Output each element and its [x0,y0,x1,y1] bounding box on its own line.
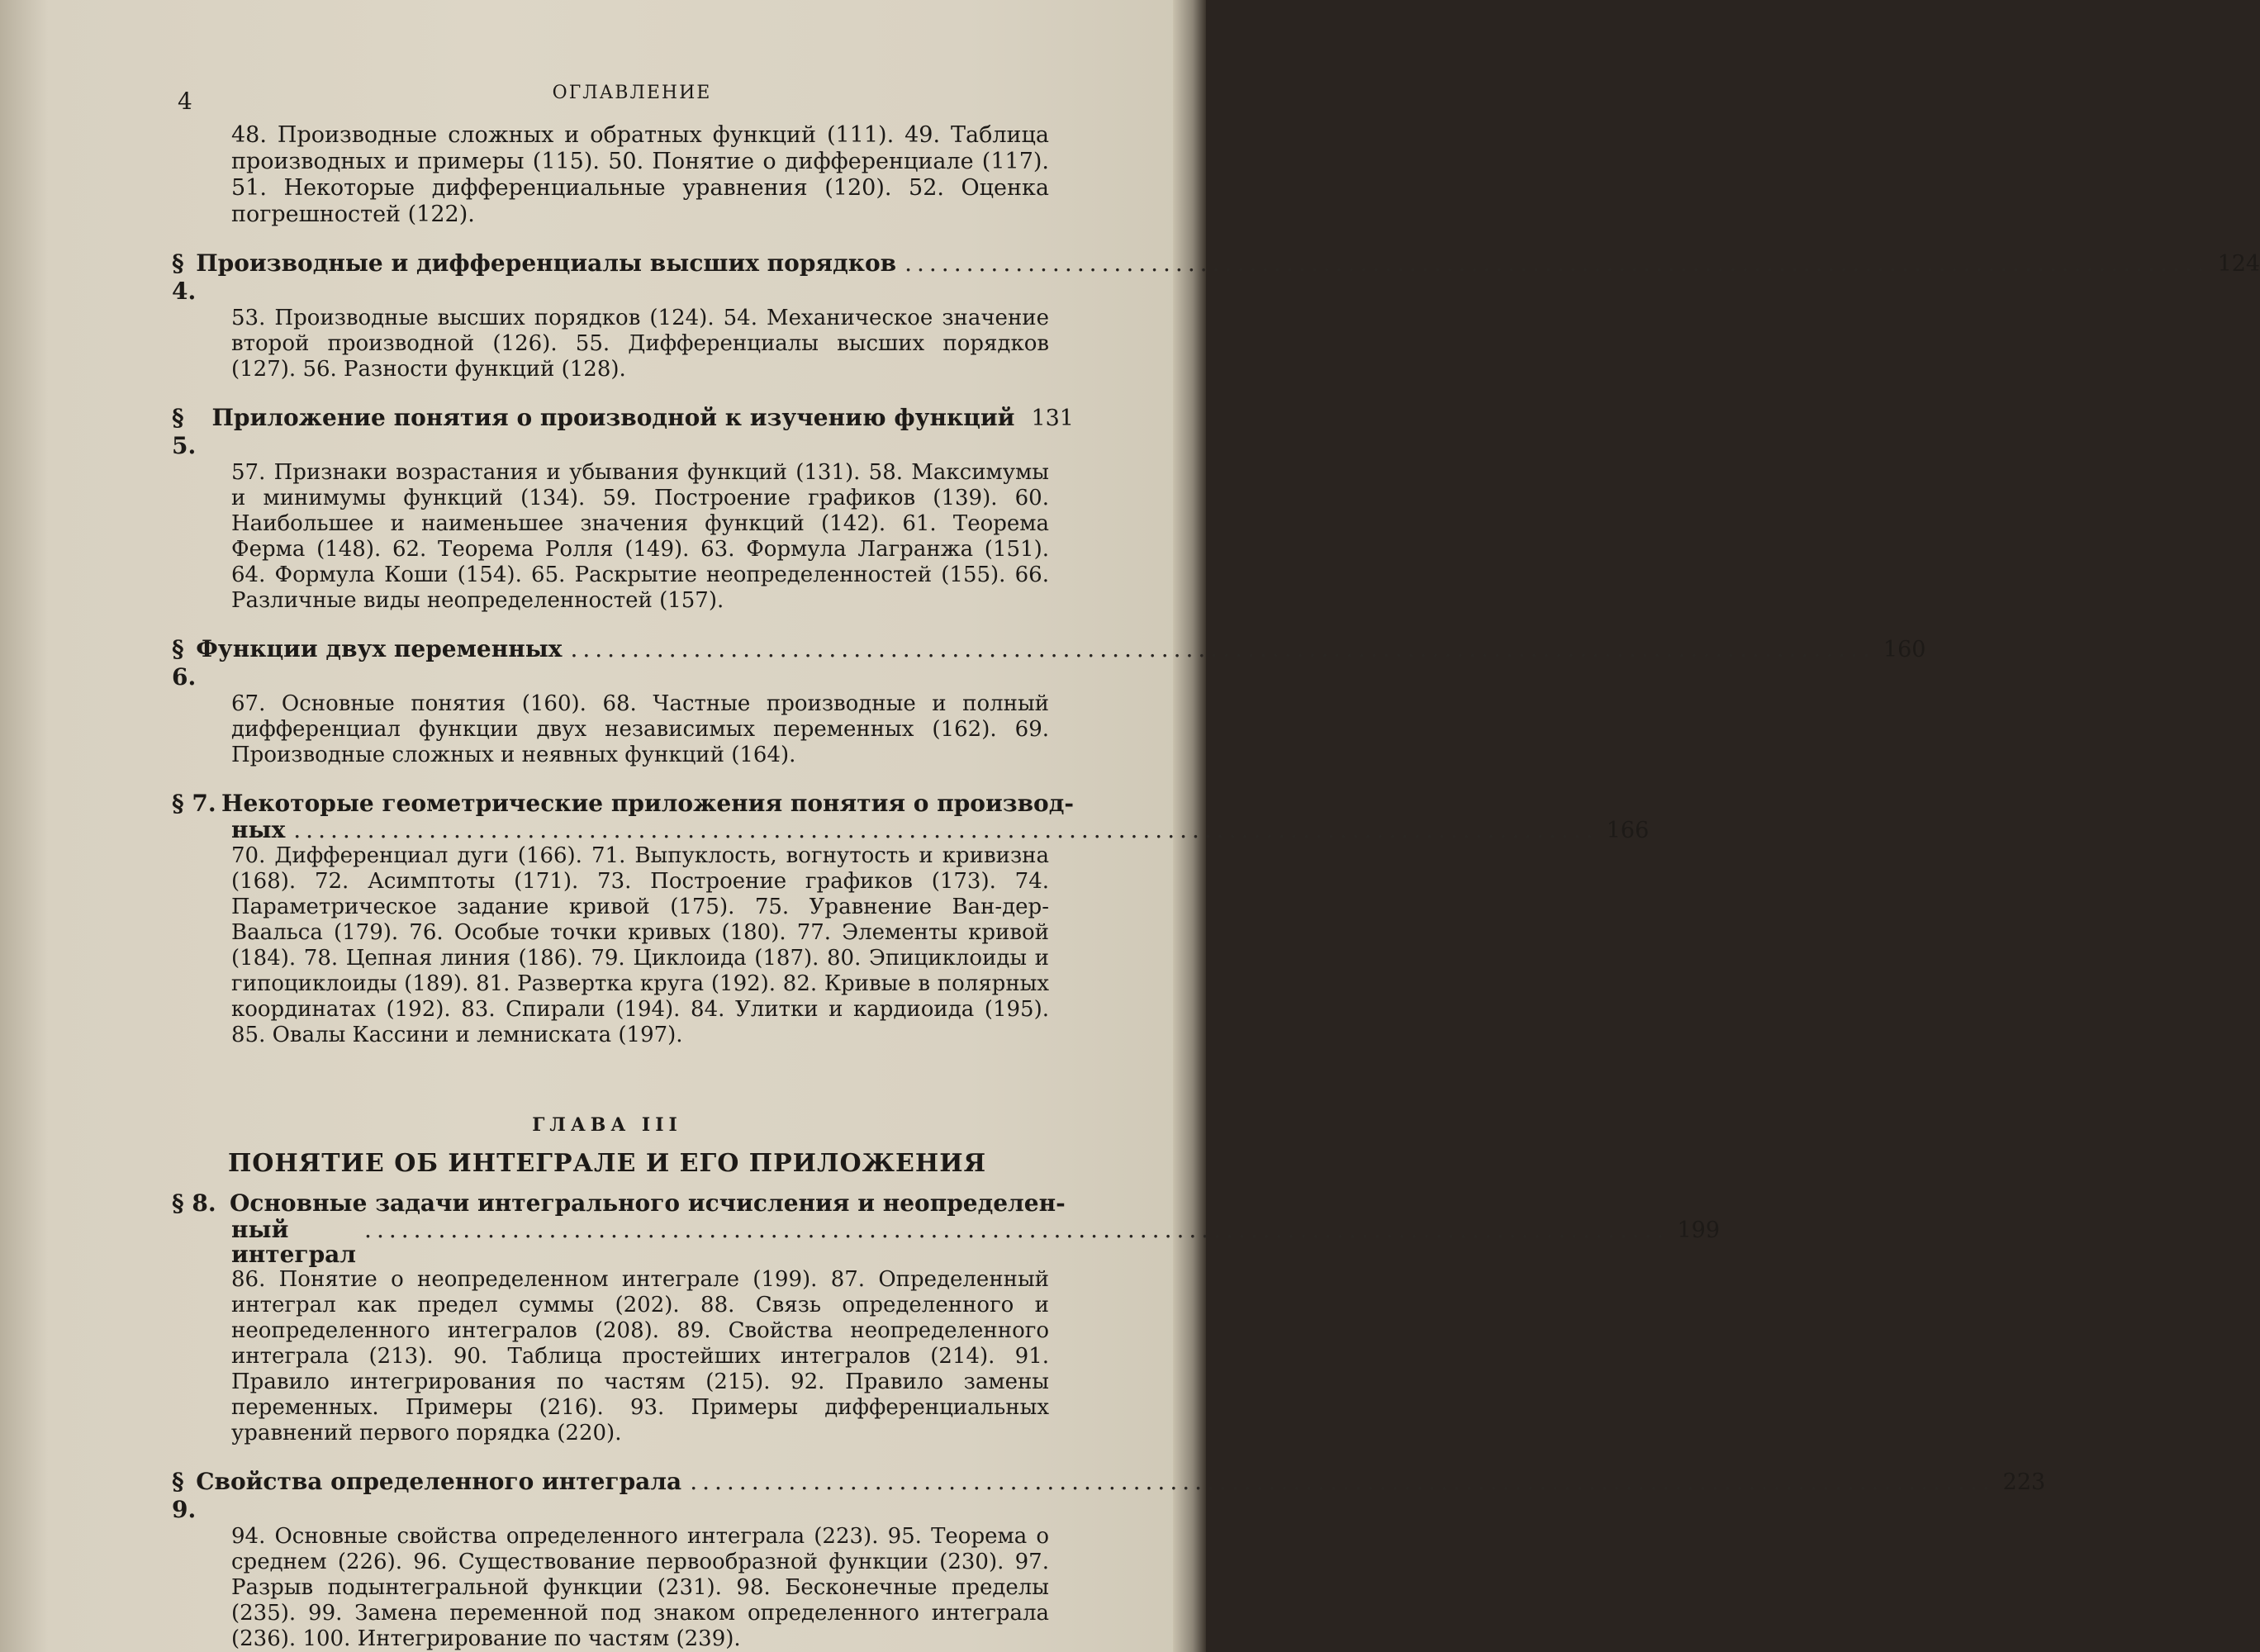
toc-entry-body: 48. Производные сложных и обратных функций (111). 49. Таблица производных и примеры (115). 50. Понятие о дифференциале (117). 51. Некоторые дифференциальные уравнения (120). 52. Оценка погрешностей (122). [231,122,1049,227]
section-body: 70. Дифференциал дуги (166). 71. Выпуклость, вогнутость и кривизна (168). 72. Асимптоты (171). 73. Построение графиков (173). 74. Параметрическое задание кривой (175). 75. Уравнение Ван-дер-Ваальса (179). 76. Особые точки кривых (180). 77. Элементы кривой (184). 78. Цепная линия (186). 79. Циклоида (187). 80. Эпициклоиды и гипоциклоиды (189). 81. Развертка круга (192). 82. Кривые в полярных координатах (192). 83. Спирали (194). 84. Улитки и кардиоида (195). 85. Овалы Кассини и лемниската (197). [231,843,1049,1047]
section-heading [140,249,2260,306]
section-body: 94. Основные свойства определенного интеграла (223). 95. Теорема о среднем (226). 96. Существование первообразной функции (230). 97. Разрыв подынтегральной функции (231). 98. Бесконечные пределы (235). 99. Замена переменной под знаком определенного интеграла (236). 100. Интегрирование по частям (239). [231,1524,1049,1651]
section-mark: § 6. [172,635,197,691]
toc-section-4 [140,249,2260,382]
section-page: 131 [1031,406,1074,431]
section-heading [140,790,1074,818]
chapter-title: ПОНЯТИЕ ОБ ИНТЕГРАЛЕ И ЕГО ПРИЛОЖЕНИЯ [227,1149,987,1178]
leader-dots: .......................................................................................................... [570,635,1875,662]
section-body: 53. Производные высших порядков (124). 54. Механическое значение второй производной (126). 55. Дифференциалы высших порядков (127). 56. Разности функций (128). [231,306,1049,382]
leader-dots: .......................................................................................................... [690,1468,1995,1495]
section-heading [140,1468,2046,1524]
running-title: ОГЛАВЛЕНИЕ [552,83,712,103]
leader-dots: .......................................................................................................... [364,1216,1669,1243]
section-page: 160 [1883,637,1926,662]
section-title: Некоторые геометрические приложения понятия о производ- [221,790,1074,817]
section-body: 86. Понятие о неопределенном интеграле (199). 87. Определенный интеграл как предел суммы (202). 88. Связь определенного и неопределенного интегралов (208). 89. Свойства неопределенного интеграла (213). 90. Таблица простейших интегралов (214). 91. Правило интегрирования по частям (215). 92. Правило замены переменных. Примеры (216). 93. Примеры дифференциальных уравнений первого порядка (220). [231,1267,1049,1446]
chapter-number: ГЛАВА III [532,1114,682,1136]
section-page: 199 [1677,1218,1721,1243]
toc-section-8 [140,1189,1721,1446]
section-mark: § 9. [172,1468,197,1523]
page-header [140,66,1074,116]
leader-dots: .......................................................................................................... [904,249,2210,277]
section-body: 67. Основные понятия (160). 68. Частные производные и полный дифференциал функции двух независимых переменных (162). 69. Производные сложных и неявных функций (164). [231,691,1049,767]
section-page: 223 [2002,1469,2046,1495]
section-heading-continuation [231,816,1650,843]
section-mark: § 7. [172,790,216,817]
leader-dots: .......................................................................................................... [293,816,1598,843]
section-title: Функции двух переменных [196,635,563,662]
chapter-heading [140,1114,1074,1178]
section-mark: § 8. [172,1189,216,1217]
toc-section-7 [140,790,1650,1048]
toc-section-9 [140,1468,2046,1652]
section-heading [140,635,1926,691]
section-mark: § 4. [172,249,197,305]
toc-section-5 [140,404,1074,614]
section-mark: § 5. [172,404,197,459]
section-heading [140,404,1074,460]
section-page: 166 [1606,818,1650,843]
toc-content [140,66,2260,1652]
section-title-continued: ный интеграл [231,1216,357,1268]
section-page: 124 [2217,251,2260,277]
section-title: Производные и дифференциалы высших порядков [196,249,897,277]
section-heading [140,1189,1074,1218]
page-number: 4 [178,88,192,115]
section-heading-continuation [231,1216,1721,1268]
section-title: Свойства определенного интеграла [196,1468,682,1495]
section-body: 57. Признаки возрастания и убывания функций (131). 58. Максимумы и минимумы функций (134). 59. Построение графиков (139). 60. Наибольшее и наименьшее значения функций (142). 61. Теорема Ферма (148). 62. Теорема Ролля (149). 63. Формула Лагранжа (151). 64. Формула Коши (154). 65. Раскрытие неопределенностей (155). 66. Различные виды неопределенностей (157). [231,460,1049,613]
toc-section-6 [140,635,1926,768]
section-title: Приложение понятия о производной к изучению функций [211,404,1015,431]
section-title: Основные задачи интегрального исчисления и неопределен- [230,1189,1066,1217]
section-title-continued: ных [231,816,286,843]
